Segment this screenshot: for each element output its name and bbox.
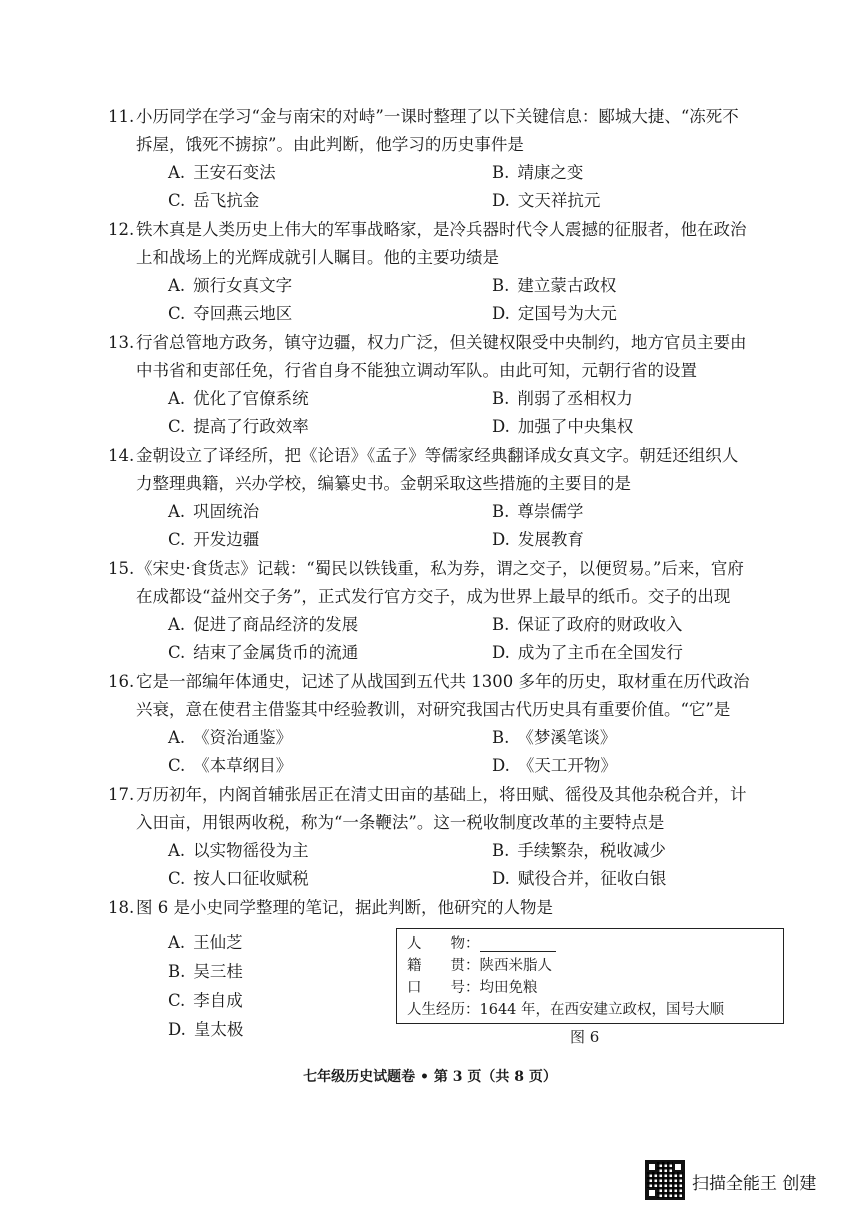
option-b: B. 手续繁杂，税收减少 (492, 841, 666, 860)
question-stem-line: 兴衰，意在使君主借鉴其中经验教训，对研究我国古代历史具有重要价值。“它”是 (136, 700, 731, 719)
option-b: B. 保证了政府的财政收入 (492, 615, 683, 634)
question-stem-line: 15. 《宋史·食货志》记载：“蜀民以铁钱重，私为券，谓之交子，以便贸易。”后来，官府 (108, 555, 798, 583)
question-number: 17. (108, 785, 135, 804)
option-d: D. 文天祥抗元 (492, 191, 601, 210)
option-a: A. 《资治通鉴》 (168, 728, 293, 747)
option-d: D. 成为了主币在全国发行 (492, 643, 683, 662)
question-stem-line: 18. 图 6 是小史同学整理的笔记，据此判断，他研究的人物是 (108, 894, 798, 922)
option-row (108, 272, 798, 300)
figure-row-life: 人生经历：1644 年，在西安建立政权，国号大顺 (407, 1002, 725, 1018)
option-a: A. 以实物徭役为主 (168, 841, 309, 860)
question-stem-line: 13. 行省总管地方政务，镇守边疆，权力广泛，但关键权限受中央制约，地方官员主要由 (108, 329, 798, 357)
option-c: C. 岳飞抗金 (168, 191, 260, 210)
figure-row-person: 人 物： (407, 933, 773, 955)
option-d: D. 皇太极 (168, 1020, 244, 1039)
option-c: C. 按人口征收赋税 (168, 869, 309, 888)
question-stem-line: 在成都设“益州交子务”，正式发行官方交子，成为世界上最早的纸币。交子的出现 (136, 587, 731, 606)
question-number: 15. (108, 559, 135, 578)
qr-corner (673, 1162, 683, 1172)
option-b: B. 建立蒙古政权 (492, 276, 617, 295)
question-stem-line: 11. 小历同学在学习“金与南宋的对峙”一课时整理了以下关键信息：郾城大捷、“冻死不 (108, 103, 798, 131)
option-b: B. 靖康之变 (492, 163, 584, 182)
option-row (108, 300, 798, 328)
question-number: 14. (108, 446, 135, 465)
option-c: C. 李自成 (168, 991, 243, 1010)
figure-6-notes-box (396, 928, 784, 1024)
question-stem-line: 拆屋，饿死不掳掠”。由此判断，他学习的历史事件是 (136, 135, 524, 154)
option-d: D. 加强了中央集权 (492, 417, 634, 436)
option-c: C. 夺回燕云地区 (168, 304, 293, 323)
option-row (108, 498, 798, 526)
option-row (108, 724, 798, 752)
question-number: 11. (108, 107, 135, 126)
option-a: A. 王安石变法 (168, 163, 276, 182)
option-row (108, 611, 798, 639)
option-row (108, 187, 798, 215)
question-number: 12. (108, 220, 135, 239)
question-number: 13. (108, 333, 135, 352)
question-stem-line: 入田亩，用银两收税，称为“一条鞭法”。这一税收制度改革的主要特点是 (136, 813, 665, 832)
option-a: A. 王仙芝 (168, 933, 243, 952)
question-stem-line: 14. 金朝设立了译经所，把《论语》《孟子》等儒家经典翻译成女真文字。朝廷还组织人 (108, 442, 798, 470)
option-c: C. 《本草纲目》 (168, 756, 293, 775)
question-stem-line: 力整理典籍，兴办学校，编纂史书。金朝采取这些措施的主要目的是 (136, 474, 631, 493)
question-11 (108, 103, 798, 215)
answer-blank (480, 937, 556, 952)
option-b: B. 削弱了丞相权力 (492, 389, 633, 408)
figure-caption: 图 6 (570, 1028, 600, 1046)
question-15 (108, 555, 798, 667)
option-a: A. 巩固统治 (168, 502, 260, 521)
option-row (108, 413, 798, 441)
option-c: C. 提高了行政效率 (168, 417, 309, 436)
qr-code-icon (645, 1160, 685, 1200)
option-a: A. 颁行女真文字 (168, 276, 293, 295)
option-row (108, 752, 798, 780)
option-b: B. 吴三桂 (168, 962, 243, 981)
question-14 (108, 442, 798, 554)
qr-corner (647, 1188, 657, 1198)
question-stem-line: 中书省和吏部任免，行省自身不能独立调动军队。由此可知，元朝行省的设置 (136, 361, 697, 380)
option-b: B. 《梦溪笔谈》 (492, 728, 617, 747)
question-stem-line: 16. 它是一部编年体通史，记述了从战国到五代共 1300 多年的历史，取材重在历代政治 (108, 668, 798, 696)
question-18 (108, 894, 798, 922)
option-d: D. 定国号为大元 (492, 304, 617, 323)
option-c: C. 开发边疆 (168, 530, 260, 549)
question-stem-line: 12. 铁木真是人类历史上伟大的军事战略家，是冷兵器时代令人震撼的征服者，他在政治 (108, 216, 798, 244)
option-row (108, 837, 798, 865)
question-number: 16. (108, 672, 135, 691)
option-row (108, 385, 798, 413)
option-d: D. 发展教育 (492, 530, 584, 549)
question-12 (108, 216, 798, 328)
question-16 (108, 668, 798, 780)
question-17 (108, 781, 798, 893)
figure-row-origin: 籍 贯：陕西米脂人 (407, 958, 552, 974)
question-stem-line: 上和战场上的光辉成就引人瞩目。他的主要功绩是 (136, 248, 499, 267)
question-stem-line: 17. 万历初年，内阁首辅张居正在清丈田亩的基础上，将田赋、徭役及其他杂税合并，计 (108, 781, 798, 809)
option-a: A. 优化了官僚系统 (168, 389, 309, 408)
option-d: D. 赋役合并，征收白银 (492, 869, 667, 888)
option-b: B. 尊崇儒学 (492, 502, 584, 521)
qr-corner (647, 1162, 657, 1172)
question-number: 18. (108, 898, 135, 917)
option-row (108, 639, 798, 667)
figure-row-slogan: 口 号：均田免粮 (407, 980, 538, 996)
q18-options (168, 928, 243, 1044)
option-row (108, 526, 798, 554)
option-row (108, 159, 798, 187)
option-row (108, 865, 798, 893)
question-13 (108, 329, 798, 441)
option-d: D. 《天工开物》 (492, 756, 617, 775)
scanner-watermark: 扫描全能王 创建 (692, 1174, 817, 1194)
page-footer: 七年级历史试题卷 • 第 3 页（共 8 页） (303, 1069, 557, 1085)
option-c: C. 结束了金属货币的流通 (168, 643, 359, 662)
option-a: A. 促进了商品经济的发展 (168, 615, 359, 634)
